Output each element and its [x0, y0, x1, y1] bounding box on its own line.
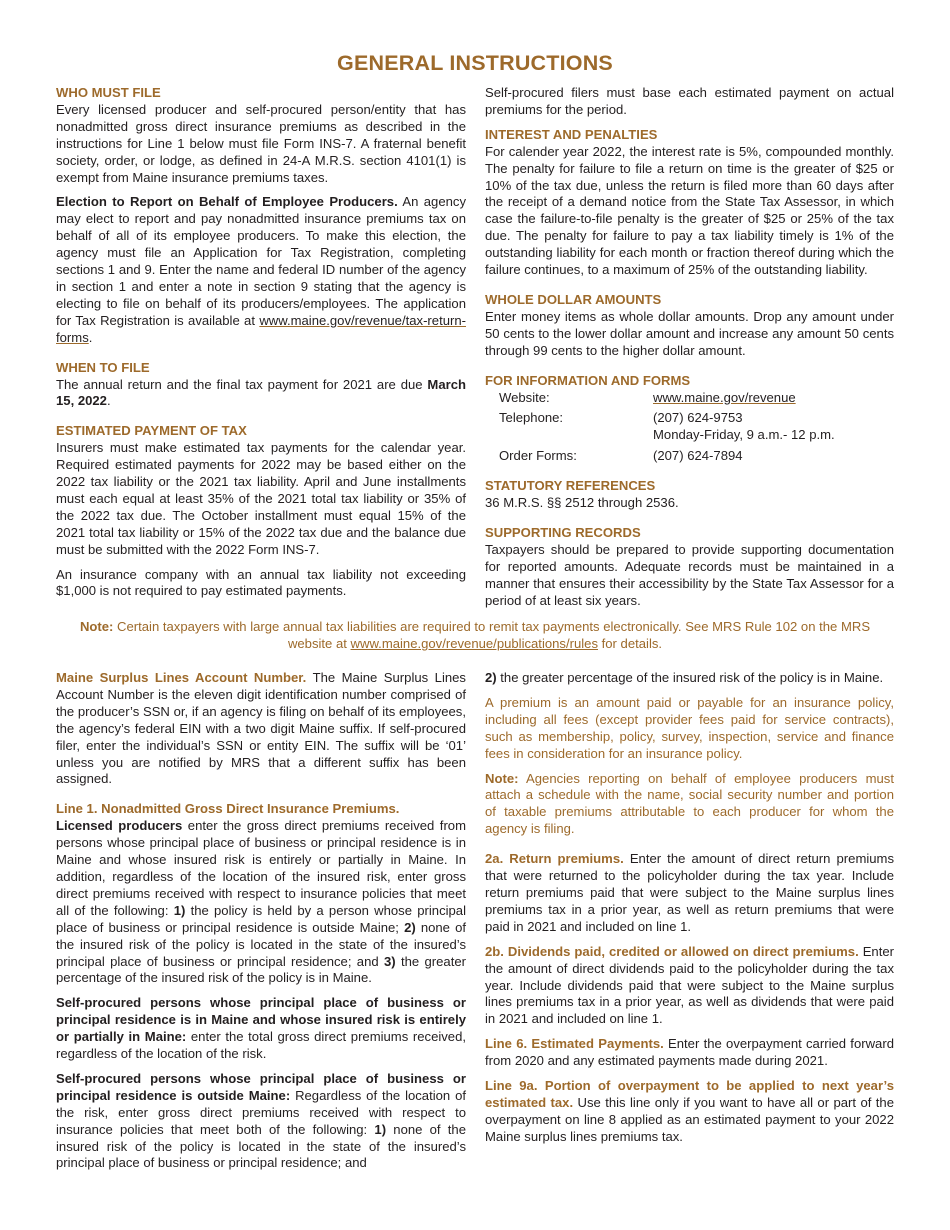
election-text: An agency may elect to report and pay nonadmitted insurance premiums tax on behalf of all of its employee producers. To make this election, the agency must file an Application for Tax Registration, completing sections 1 and 9. Enter the name and federal ID number of the agency in section 1 and enter a note in section 9 stating that the agency is electing to file on behalf of its producers/employees. The application for Tax Registration is available at	[56, 194, 466, 328]
note-text: Certain taxpayers with large annual tax liabilities are required to remit tax payments electronically. See MRS Rule 102 on the MRS website at	[113, 619, 871, 651]
electronic-payment-note	[56, 619, 894, 653]
when-to-file-heading: WHEN TO FILE	[56, 359, 150, 375]
line9a-paragraph	[485, 1078, 894, 1146]
self-procured-outside-text-c: the greater percentage of the insured risk of the policy is in Maine.	[496, 670, 884, 685]
upper-left-column	[56, 85, 466, 600]
line2b-paragraph	[485, 944, 894, 1029]
supporting-records-heading: SUPPORTING RECORDS	[485, 524, 641, 540]
line1-heading: Line 1. Nonadmitted Gross Direct Insurance Premiums.	[56, 801, 400, 817]
lower-left-column	[56, 670, 466, 1172]
website-label: Website:	[499, 389, 550, 405]
estimated-payment-text: Insurers must make estimated tax payments for the calendar year. Required estimated payments for 2022 may be based either on the 2022 tax liability or the 2021 tax liability. April and June installments must each equal at least 35% of the 2021 total tax liability or 35% of the 2022 tax due. The October installment must equal 15% of the 2021 total tax liability or 15% of the 2022 tax due and the balance due must be submitted with the 2022 Form INS-7.	[56, 440, 466, 557]
line6-paragraph	[485, 1036, 894, 1070]
upper-right-column	[485, 85, 894, 609]
self-procured-outside-paragraph	[56, 1071, 466, 1172]
line1-licensed-paragraph	[56, 818, 466, 987]
self-procured-outside-continued	[485, 670, 894, 687]
self-procured-outside-label: Self-procured persons whose principal place of business or principal residence is outside Maine:	[56, 1070, 466, 1103]
line2a-paragraph	[485, 851, 894, 936]
account-number-paragraph	[56, 670, 466, 788]
website-link[interactable]: www.maine.gov/revenue	[653, 389, 796, 405]
statutory-text: 36 M.R.S. §§ 2512 through 2536.	[485, 495, 679, 511]
info-forms-heading: FOR INFORMATION AND FORMS	[485, 372, 691, 388]
item-number: 2)	[485, 670, 497, 685]
estimated-payment-exemption: An insurance company with an annual tax liability not exceeding $1,000 is not required to pay estimated payments.	[56, 566, 466, 599]
period: .	[88, 329, 93, 345]
due-date: March 15, 2022	[56, 376, 466, 409]
line6-text: Enter the overpayment carried forward from 2020 and any estimated payments made during 2021.	[485, 1036, 894, 1069]
supporting-records-text: Taxpayers should be prepared to provide supporting documentation for reported amounts. Adequate records must be maintained in a manner that ensures their accessibility by the State Tax Assessor for a period of at least six years.	[485, 541, 894, 608]
interest-penalties-heading: INTEREST AND PENALTIES	[485, 126, 658, 142]
account-number-text: The Maine Surplus Lines Account Number is the eleven digit identification number comprised of the producer’s SSN or, if an agency is filing on behalf of its employees, the agency’s federal EIN with a two digit Maine suffix. If self-procured filer, enter the individual’s SSN or entity EIN. The suffix will be ‘01’ unless you are notified by MRS that a different suffix has been assigned.	[56, 670, 466, 787]
self-procured-in-maine-text: enter the total gross direct premiums received, regardless of the location of the risk.	[56, 1029, 467, 1062]
self-procured-outside-text-a: Regardless of the location of the risk, enter gross direct premiums received with respect to insurance policies that meet both of the following:	[56, 1087, 466, 1137]
line2a-text: Enter the amount of direct return premiums that were returned to the policyholder during the tax year. Include return premiums paid that were subject to the Maine surplus lines premiums tax in a prior year, as well as return premiums that were paid in 2021 and included on line 1.	[485, 851, 894, 934]
item-number: 1)	[374, 1121, 387, 1137]
contact-table	[499, 390, 894, 466]
when-to-file-text	[56, 377, 466, 411]
account-number-heading: Maine Surplus Lines Account Number.	[56, 670, 307, 685]
when-to-file-body: The annual return and the final tax payment for 2021 are due	[56, 376, 428, 392]
whole-dollar-heading: WHOLE DOLLAR AMOUNTS	[485, 291, 662, 307]
self-procured-in-maine-paragraph	[56, 995, 466, 1063]
note-text-end: for details.	[598, 635, 663, 651]
line2b-heading: 2b. Dividends paid, credited or allowed on direct premiums.	[485, 943, 859, 959]
item-number: 1)	[173, 902, 186, 918]
line2a-heading: 2a. Return premiums.	[485, 851, 624, 867]
statutory-heading: STATUTORY REFERENCES	[485, 478, 656, 494]
telephone-hours: Monday-Friday, 9 a.m.- 12 p.m.	[653, 427, 835, 443]
rules-link[interactable]: www.maine.gov/revenue/publications/rules	[350, 635, 598, 651]
line1-text-b: the policy is held by a person whose principal place of business or principal residence is outside Maine;	[56, 902, 466, 935]
telephone-value: (207) 624-9753	[653, 410, 743, 426]
lower-right-column	[485, 670, 894, 1146]
line9a-heading: Line 9a. Portion of overpayment to be applied to next year’s estimated tax.	[485, 1078, 894, 1110]
line2b-text: Enter the amount of direct dividends paid to the policyholder during the tax year. Include dividends paid that were subject to the Maine surplus lines premiums tax in a prior year, as well as dividends that were paid in 2021 and included on line 1.	[485, 943, 894, 1027]
order-forms-value: (207) 624-7894	[653, 448, 743, 464]
line6-heading: Line 6. Estimated Payments.	[485, 1036, 664, 1052]
line1-text-c: none of the insured risk of the policy is located in the state of the insured’s principal place of business or principal residence; and	[56, 919, 466, 969]
election-heading: Election to Report on Behalf of Employee Producers.	[56, 194, 398, 210]
order-forms-label: Order Forms:	[499, 448, 577, 464]
who-must-file-heading: WHO MUST FILE	[56, 85, 161, 100]
who-must-file-text: Every licensed producer and self-procured person/entity that has nonadmitted gross direct insurance premiums as described in the instructions for Line 1 below must file Form INS-7. A fraternal benefit society, order, or lodge, as defined in 24-A M.R.S. section 4101(1) is exempt from Maine insurance premiums taxes.	[56, 101, 466, 185]
election-paragraph	[56, 194, 466, 346]
telephone-label: Telephone:	[499, 410, 564, 426]
estimated-payment-heading: ESTIMATED PAYMENT OF TAX	[56, 423, 247, 439]
licensed-producers-label: Licensed producers	[56, 818, 183, 834]
period: .	[106, 393, 111, 409]
agency-note-label: Note:	[485, 770, 519, 786]
line1-text-d: the greater percentage of the insured risk of the policy is in Maine.	[56, 953, 466, 986]
self-procured-outside-text-b: none of the insured risk of the policy is located in the state of the insured’s principal place of business or principal residence; and	[56, 1121, 466, 1171]
whole-dollar-text: Enter money items as whole dollar amounts. Drop any amount under 50 cents to the lower dollar amount and increase any amount 50 cents through 99 cents to the higher dollar amount.	[485, 308, 894, 358]
line1-text-a: enter the gross direct premiums received from persons whose principal place of business or principal residence is in Maine and whose insured risk is entirely or partially in Maine. In addition, regardless of the location of the insured risk, enter gross direct premiums received with respect to insurance policies that meet all of the following:	[56, 818, 466, 918]
item-number: 3)	[383, 953, 396, 969]
agency-note	[485, 771, 894, 839]
page-title: GENERAL INSTRUCTIONS	[337, 51, 613, 75]
line9a-text: Use this line only if you want to have all or part of the overpayment on line 8 applied as an estimated payment to your 2022 Maine surplus lines premiums tax.	[485, 1094, 894, 1144]
interest-penalties-text: For calender year 2022, the interest rate is 5%, compounded monthly. The penalty for failure to file a return on time is the greater of $25 or 10% of the tax due, unless the return is filed more than 60 days after the receipt of a demand notice from the State Tax Assessor, in which case the failure-to-file penalty is the greater of $25 or 25% of the tax due. The penalty for failure to pay a tax liability timely is 1% of the outstanding liability for each month or fraction thereof during which the failure continues, to a maximum of 25% of the outstanding liability.	[485, 143, 894, 278]
tax-return-forms-link[interactable]: www.maine.gov/revenue/tax-return-forms	[56, 312, 466, 345]
self-procured-estimated-text: Self-procured filers must base each estimated payment on actual premiums for the period.	[485, 85, 894, 117]
premium-definition: A premium is an amount paid or payable for an insurance policy, including all fees (except provider fees paid for service contracts), such as membership, policy, survey, inspection, service and finance fees in consideration for an insurance policy.	[485, 694, 894, 761]
item-number: 2)	[404, 919, 416, 935]
note-label: Note:	[79, 619, 114, 634]
self-procured-in-maine-label: Self-procured persons whose principal place of business or principal residence is in Maine and whose insured risk is entirely or partially in Maine:	[56, 995, 466, 1045]
agency-note-text: Agencies reporting on behalf of employee producers must attach a schedule with the name, social security number and portion of taxable premiums attributable to each producer for whom the agency is filing.	[485, 770, 894, 837]
